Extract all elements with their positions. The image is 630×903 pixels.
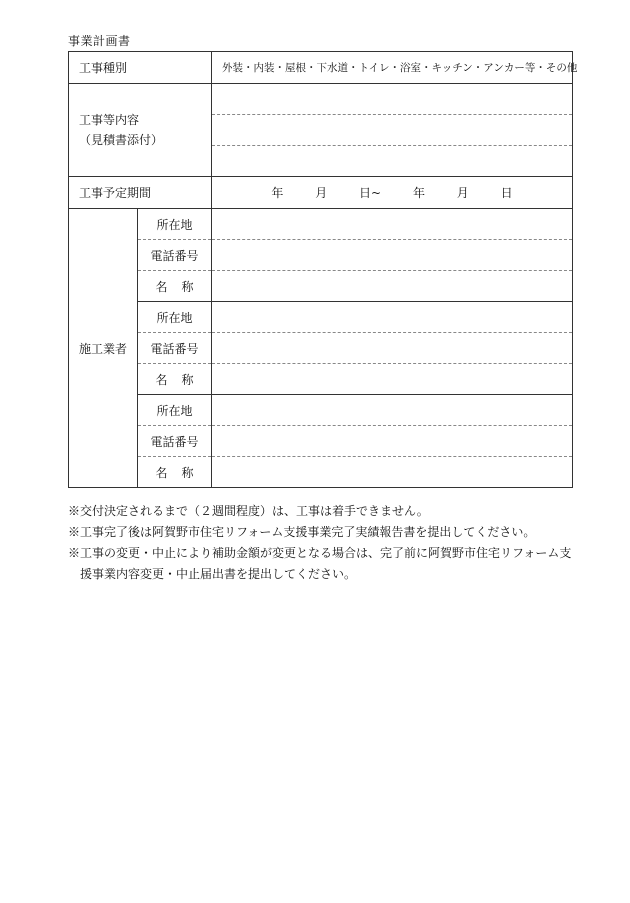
contractor-3-address-label: 所在地	[138, 395, 212, 426]
period-year-2: 年	[412, 186, 425, 200]
note-3: ※工事の変更・中止により補助金額が変更となる場合は、完了前に阿賀野市住宅リフォーム支	[68, 546, 572, 560]
plan-table	[68, 51, 578, 488]
contractor-3-name-field[interactable]	[212, 457, 573, 488]
name-char-2: 称	[181, 279, 194, 294]
contractor-2-name-label	[138, 364, 212, 395]
work-content-field-1[interactable]	[212, 84, 573, 115]
work-period-label: 工事予定期間	[69, 177, 212, 209]
contractor-1-name-field[interactable]	[212, 271, 573, 302]
work-content-field-2[interactable]	[212, 115, 573, 146]
contractor-1-address-label: 所在地	[138, 209, 212, 240]
period-year-1: 年	[271, 186, 284, 200]
name-char-2: 称	[181, 372, 194, 387]
contractor-2-phone-field[interactable]	[212, 333, 573, 364]
contractor-3-phone-label: 電話番号	[138, 426, 212, 457]
contractor-label: 施工業者	[69, 209, 138, 488]
note-2: ※工事完了後は阿賀野市住宅リフォーム支援事業完了実績報告書を提出してください。	[68, 525, 536, 539]
name-char-1: 名	[155, 279, 168, 294]
page-title: 事業計画書	[68, 34, 131, 48]
name-char-2: 称	[181, 465, 194, 480]
contractor-3-address-field[interactable]	[212, 395, 573, 426]
work-content-field-3[interactable]	[212, 146, 573, 177]
period-month-2: 月	[456, 186, 469, 200]
contractor-2-address-field[interactable]	[212, 302, 573, 333]
contractor-3-phone-field[interactable]	[212, 426, 573, 457]
contractor-1-phone-label: 電話番号	[138, 240, 212, 271]
work-content-label	[69, 84, 212, 177]
work-type-label: 工事種別	[69, 52, 212, 84]
contractor-1-address-field[interactable]	[212, 209, 573, 240]
notes	[68, 501, 578, 585]
work-period-row	[69, 177, 573, 209]
note-1: ※交付決定されるまで（２週間程度）は、工事は着手できません。	[68, 504, 429, 518]
contractor-2-phone-label: 電話番号	[138, 333, 212, 364]
period-day-2: 日	[500, 186, 513, 200]
contractor-3-name-label	[138, 457, 212, 488]
contractor-2-address-label: 所在地	[138, 302, 212, 333]
contractor-1-phone-field[interactable]	[212, 240, 573, 271]
contractor-1-name-label	[138, 271, 212, 302]
work-content-label-line1: 工事等内容	[79, 113, 140, 127]
period-day-1: 日~	[359, 186, 382, 200]
work-type-options: 外装・内装・屋根・下水道・トイレ・浴室・キッチン・アンカー等・その他	[212, 52, 573, 84]
work-content-row	[69, 84, 573, 115]
work-period-field[interactable]	[212, 177, 573, 209]
period-month-1: 月	[315, 186, 328, 200]
work-type-row	[69, 52, 573, 84]
name-char-1: 名	[155, 465, 168, 480]
name-char-1: 名	[155, 372, 168, 387]
note-3-continued: 援事業内容変更・中止届出書を提出してください。	[80, 567, 357, 581]
work-content-label-line2: （見積書添付）	[79, 133, 164, 147]
contractor-2-name-field[interactable]	[212, 364, 573, 395]
